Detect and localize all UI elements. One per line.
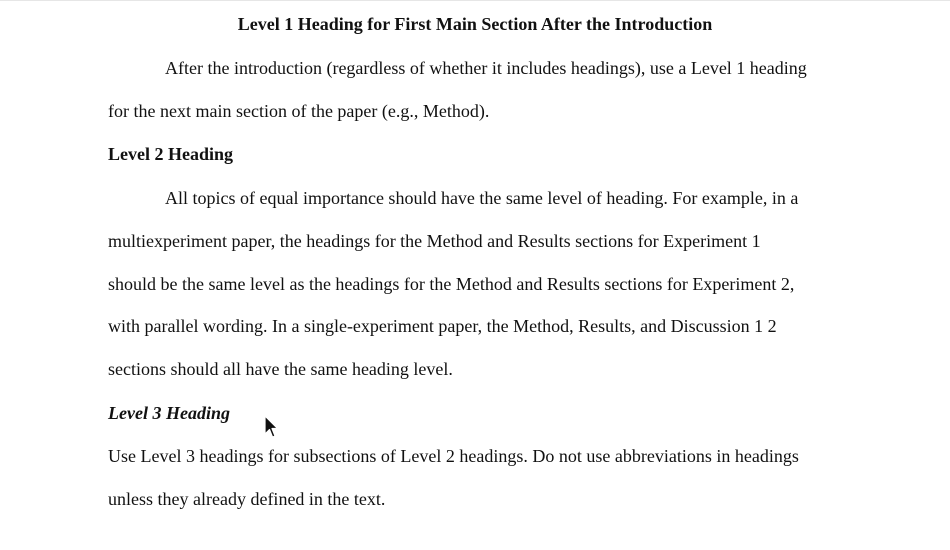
- paragraph-2-line-1: All topics of equal importance should have the same level of heading. For example, in a: [165, 188, 799, 208]
- paragraph-2-line-2: multiexperiment paper, the headings for the Method and Results sections for Experiment 1: [108, 231, 761, 251]
- level-1-heading: Level 1 Heading for First Main Section After the Introduction: [237, 14, 713, 34]
- mouse-pointer-icon: [264, 415, 278, 439]
- paragraph-1-line-1: After the introduction (regardless of whether it includes headings), use a Level 1 heading: [165, 58, 807, 78]
- paragraph-1-line-2: for the next main section of the paper (e.g., Method).: [108, 101, 490, 121]
- paragraph-2-line-3: should be the same level as the headings for the Method and Results sections for Experiment 2,: [108, 274, 795, 294]
- paragraph-3-line-2: unless they already defined in the text.: [108, 489, 386, 509]
- paragraph-2-line-4: with parallel wording. In a single-experiment paper, the Method, Results, and Discussion 1 2: [108, 316, 777, 336]
- level-2-heading: Level 2 Heading: [108, 144, 233, 164]
- paragraph-3-line-1: Use Level 3 headings for subsections of Level 2 headings. Do not use abbreviations in headings: [108, 446, 799, 466]
- paragraph-2-line-5: sections should all have the same heading level.: [108, 359, 453, 379]
- level-3-heading: Level 3 Heading: [108, 403, 230, 423]
